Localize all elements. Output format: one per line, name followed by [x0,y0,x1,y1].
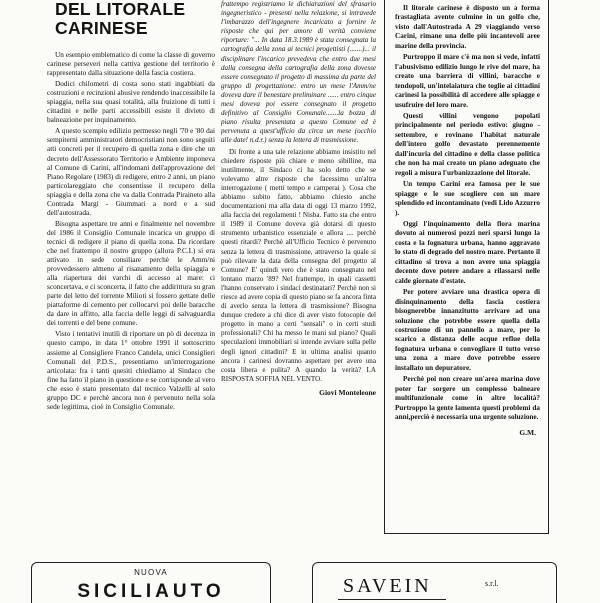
article-title: DEL LITORALE CARINESE [55,0,186,38]
advertisement-savein [312,562,557,603]
right-boxed-article [384,0,549,548]
article-paragraph: Un esempio emblematico di come la classe di governo carinese perseveri nella cattiva gestione del territorio è rappresentato dalla situazione della fascia costiera. [47,50,215,78]
article-paragraph: Un tempo Carini era famosa per le sue spiagge e le sue scogliere con un mare splendido ed incontaminato (vedi Lido Azzurro ). [395,180,540,217]
middle-article [221,0,376,548]
article-paragraph: Questi villini vengono popolati principalmente nel periodo estivo: giugno - settembre, e rovinano l'habitat naturale dell'intero golfo devastato perennemente dall'incuria del cittadino e della classe politica che non ha mai creato un piano adeguato che regoli a misura l'urbanizzazione del litorale. [395,111,540,177]
article-paragraph: Per potere avviare una drastica opera di disinquinamento della fascia costiera bisognerebbe innanzitutto arrivare ad una soluzione che potrebbe essere quella della costruzione di un pannello a mare, per lo scarico a distanza delle acque reflue della fognatura urbana e convogliare il tutto verso una zona a mare dove potrebbe essere installato un depuratore. [395,288,540,372]
article-paragraph: frattempo registriamo le dichiarazioni del sfrasario ingegneristico - presenti nella relazione, si intravede l'imbarazzo dell'ingegnere incaricato a fornire le risposte che qui per amore di verità conviene riportare: "... In data 18.3.1989 è stata consegnata la cartografia della zona ai tecnici progettisti (.......)... il disciplinare l'incarico prevedeva che entro due mesi dalla consegna della cartografia della zona dovesse essere consegnato il progetto di massima da parte del gruppo di progettazione: entro un mese l'Amm/ne doveva dare il benestare preliminare ...... entro cinque mesi doveva poi essere consegnato il progetto definitivo al Consiglio Comunale.......la bozza di piano risulta presentata a questo Comune ed è pervenuta a quest'ufficio da circa un mese (occhio alle date! n.d.r.) senza la lettera di trasmissione. [221,0,376,145]
author-signature: G.M. [519,428,536,438]
article-paragraph: Visto i tentativi inutili di riportare un pò di decenza in questo campo, in data 1° ottobre 1991 il sottoscritto assieme al Consigliere Franco Candela, unici Consiglieri Comunali del P.D.S., presentiamo un'interrogazione articolata: fra i tanti quesiti chiediamo al Sindaco che fine ha fatto il piano in questione e se corrisponde al vero che esso è stato presentato dal tecnico Valzelli al solo gruppo DC e perchè ancora non è pervenuto nella sola sede legittima, cioè in Consiglio Comunale. [47,329,215,411]
ad-brand-name: SAVEIN [343,575,432,597]
article-paragraph: A questo scempio edilizio permesso negli '70 e '80 dai sempiterni amministratori democristiani non sono seguiti atti concreti per il recupero di quella zona e dire che un decreto dell'Assessorato Territorio e Ambiente imponeva al Comune di Carini, all'indomani dell'approvazione del Piano Regolare (1983) di redigere, entro 2 anni, un piano particolareggiato che consentisse il recupero della spiaggia e della zona che va dalla Contrada Piraineto alla Contrada Margi - Giummari a nord e a sud dell'autostrada. [47,126,215,217]
article-box [384,0,549,534]
ad-brand-name: SICILIAUTO [77,581,225,602]
article-paragraph: Purtroppo il mare c'è ma non si vede, infatti l'abusivismo edilizio lungo le rive del mare, ha creato una barriera di villini, baracche e tendopoli, un'intelaiatura che toglie ai cittadini carinesi la possibilità di accedere alle spiagge e usufruire del loro mare. [395,53,540,109]
article-paragraph: Oggi l'inquinamento della flora marina dovuto ai numerosi pozzi neri sparsi lungo la costa e la fognatura urbana, hanno aggravato lo stato di degrado del nostro mare. Pertanto il cittadino si trova a non avere una spiaggia decente dove potere andare a rilassarsi nelle calde giornate d'estate. [395,219,540,285]
ad-tagline: NUOVA [134,568,168,577]
left-article [47,0,215,548]
article-paragraph: Perchè poi non creare un'area marina dove poter far sorgere un complesso balneare multifunzionale come in altre località? Purtroppo la gente lamenta questi problemi da anni,perciò è necessaria una urgente soluzione. [395,375,540,422]
article-paragraph: Di fronte a una tale relazione abbiamo insistito nel chiedere risposte più chiare e meno sibilline, ma inutilmente, il Sindaco ci ha solo detto che se volevamo altre risposte che facessimo un'altra interrogazione ( metti tempo e camperai ). Cosa che abbiamo subito fatto, abbiamo chiesto anche documentazioni ma alla data di oggi 13 marzo 1992, alla faccia dei regolamenti ! Nisba. Fatto sta che entro il 1989 il Comune doveva già dotarsi di questo strumento urbanistico essenziale e allora .... perchè questi ritardi? Perchè all'Ufficio Tecnico è pervenuto senza la lettera di trasmissione, attraverso la quale si può rilevare la data della consegna del progetto al Comune? E' quindi vero che è stato consegnato nel lontano marzo '89? Nel frattempo, in quali cassetti l'hanno conservato i sindaci destinatari? Perchè non si riesce ad avere copia di questo piano se fa ancora finta di averlo senza la lettera di trasmissione? Bisogna dunque credere a chi dice di aver visto fotocopie del progetto in mano a certi "sensali" o in certi studi professionali? Chi ha messo le mani sul piano? Quali speculazioni immobiliari si intende avviare sulla pelle degli ignori cittadini? E in ultima analisi quanto ancora i carinesi dovranno aspettare per avere una costa libera e pulita? A quando la verità? LA RISPOSTA SOFFIA NEL VENTO. [221,147,376,383]
advertisement-siciliauto [31,562,271,603]
author-signature: Giovi Monteleone [319,387,376,397]
article-paragraph: Dodici chilometri di costa sono stati ingabbiati da costruzioni e recinzioni abusive rendendo inaccessibile la spiaggia, nella sua quasi totalità, alla fruizione di tutti i cittadini e nelle parti accessibili esiste il divieto di balneazione per inquinamento. [47,79,215,125]
article-paragraph: Il litorale carinese è disposto un a forma frastagliata avente culmine in un golfo che, visto dall'Autostrada A 29 viaggiando verso Carini, rimane una delle più incantevoli aree marine della provincia. [395,4,540,50]
article-paragraph: Bisogna aspettare tre anni e finalmente nel novembre del 1986 il Consiglio Comunale incarica un gruppo di tecnici di redigere il piano di quella zona. Da ricordare che nel frattempo il nostro gruppo (allora P.C.I.) si era attivato in sede consiliare perchè le Amm/ni provvedessero almeno al risanamento della spiaggia e alla riapertura dei varchi di accesso al mare: ci sconcertava, e ci sconcerta, il fatto che addirittura su gran parte del letto del torrente Milioti si fossero gettate delle piattaforme di cemento per collocarvi poi delle baracche da dare in affitto, alla faccia delle leggi di salvaguardia dei torrenti e del bene comune. [47,218,215,328]
ad-company-suffix: s.r.l. [485,579,499,588]
